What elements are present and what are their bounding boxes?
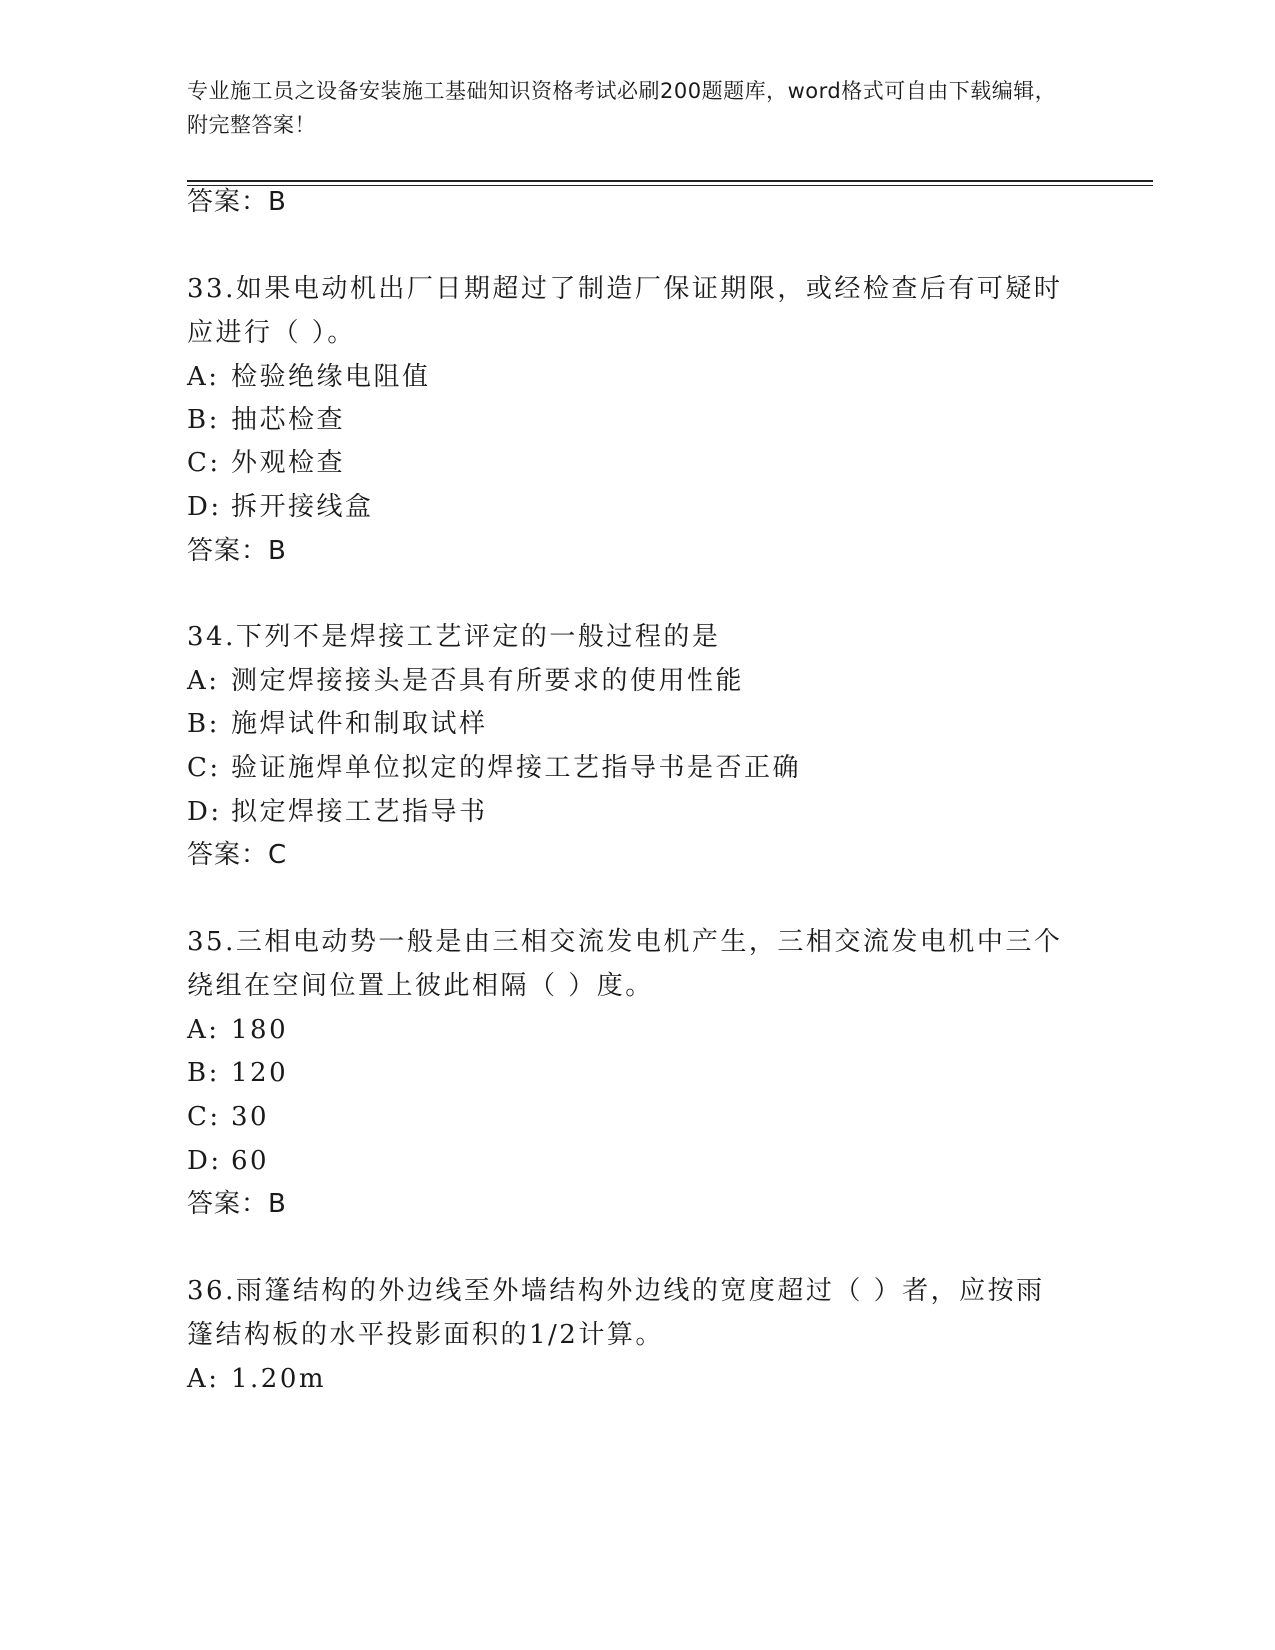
option-text: 抽芯检查 [231,405,346,435]
question-35-stem-line2: 绕组在空间位置上彼此相隔（ ）度。 [187,971,654,1001]
question-33-option-a [187,361,431,393]
option-label: B: [187,1058,220,1088]
option-text: 30 [231,1102,270,1132]
question-34-option-a [187,665,744,697]
option-label: A: [187,1015,220,1045]
option-text: 1.20m [231,1364,327,1394]
option-text: 拟定焊接工艺指导书 [231,797,488,827]
question-35-option-d [187,1145,269,1177]
option-label: B: [187,709,220,739]
header-divider [187,180,1153,186]
answer-prev: 答案：B [187,187,287,217]
question-34-option-b [187,708,488,740]
question-35-option-a [187,1014,288,1046]
option-label: B: [187,405,220,435]
question-33-answer: 答案：B [187,536,287,566]
question-34-stem-line1: 34.下列不是焊接工艺评定的一般过程的是 [187,622,721,652]
option-label: A: [187,1364,220,1394]
option-text: 验证施焊单位拟定的焊接工艺指导书是否正确 [231,753,802,783]
option-text: 外观检查 [231,448,346,478]
question-33-option-b [187,404,345,436]
question-34-answer: 答案：C [187,840,288,870]
option-label: A: [187,666,220,696]
option-label: D: [187,492,222,522]
option-label: D: [187,797,222,827]
option-text: 120 [231,1058,289,1088]
page-header: 专业施工员之设备安装施工基础知识资格考试必刷200题题库，word格式可自由下载编辑，附完整答案！ [187,79,1057,137]
question-34-option-c [187,752,801,784]
question-36-option-a [187,1363,326,1395]
option-text: 施焊试件和制取试样 [231,709,488,739]
option-label: D: [187,1146,222,1176]
option-label: C: [187,448,221,478]
question-35-stem-line1: 35.三相电动势一般是由三相交流发电机产生，三相交流发电机中三个 [187,927,1063,957]
option-text: 拆开接线盒 [231,492,374,522]
question-33-option-c [187,447,345,479]
option-text: 测定焊接接头是否具有所要求的使用性能 [231,666,745,696]
question-35-answer: 答案：B [187,1189,287,1219]
option-text: 检验绝缘电阻值 [231,362,431,392]
question-35-option-b [187,1057,288,1089]
question-33-option-d [187,491,374,523]
question-33-stem-line1: 33.如果电动机出厂日期超过了制造厂保证期限，或经检查后有可疑时 [187,274,1063,304]
option-label: A: [187,362,220,392]
option-label: C: [187,1102,221,1132]
question-35-option-c [187,1101,269,1133]
option-label: C: [187,753,221,783]
question-34-option-d [187,796,488,828]
question-36-stem-line1: 36.雨篷结构的外边线至外墙结构外边线的宽度超过（ ）者，应按雨 [187,1276,1045,1306]
question-36-stem-line2: 篷结构板的水平投影面积的1/2计算。 [187,1320,664,1350]
option-text: 180 [231,1015,289,1045]
question-33-stem-line2: 应进行（ ）。 [187,318,356,348]
option-text: 60 [231,1146,270,1176]
